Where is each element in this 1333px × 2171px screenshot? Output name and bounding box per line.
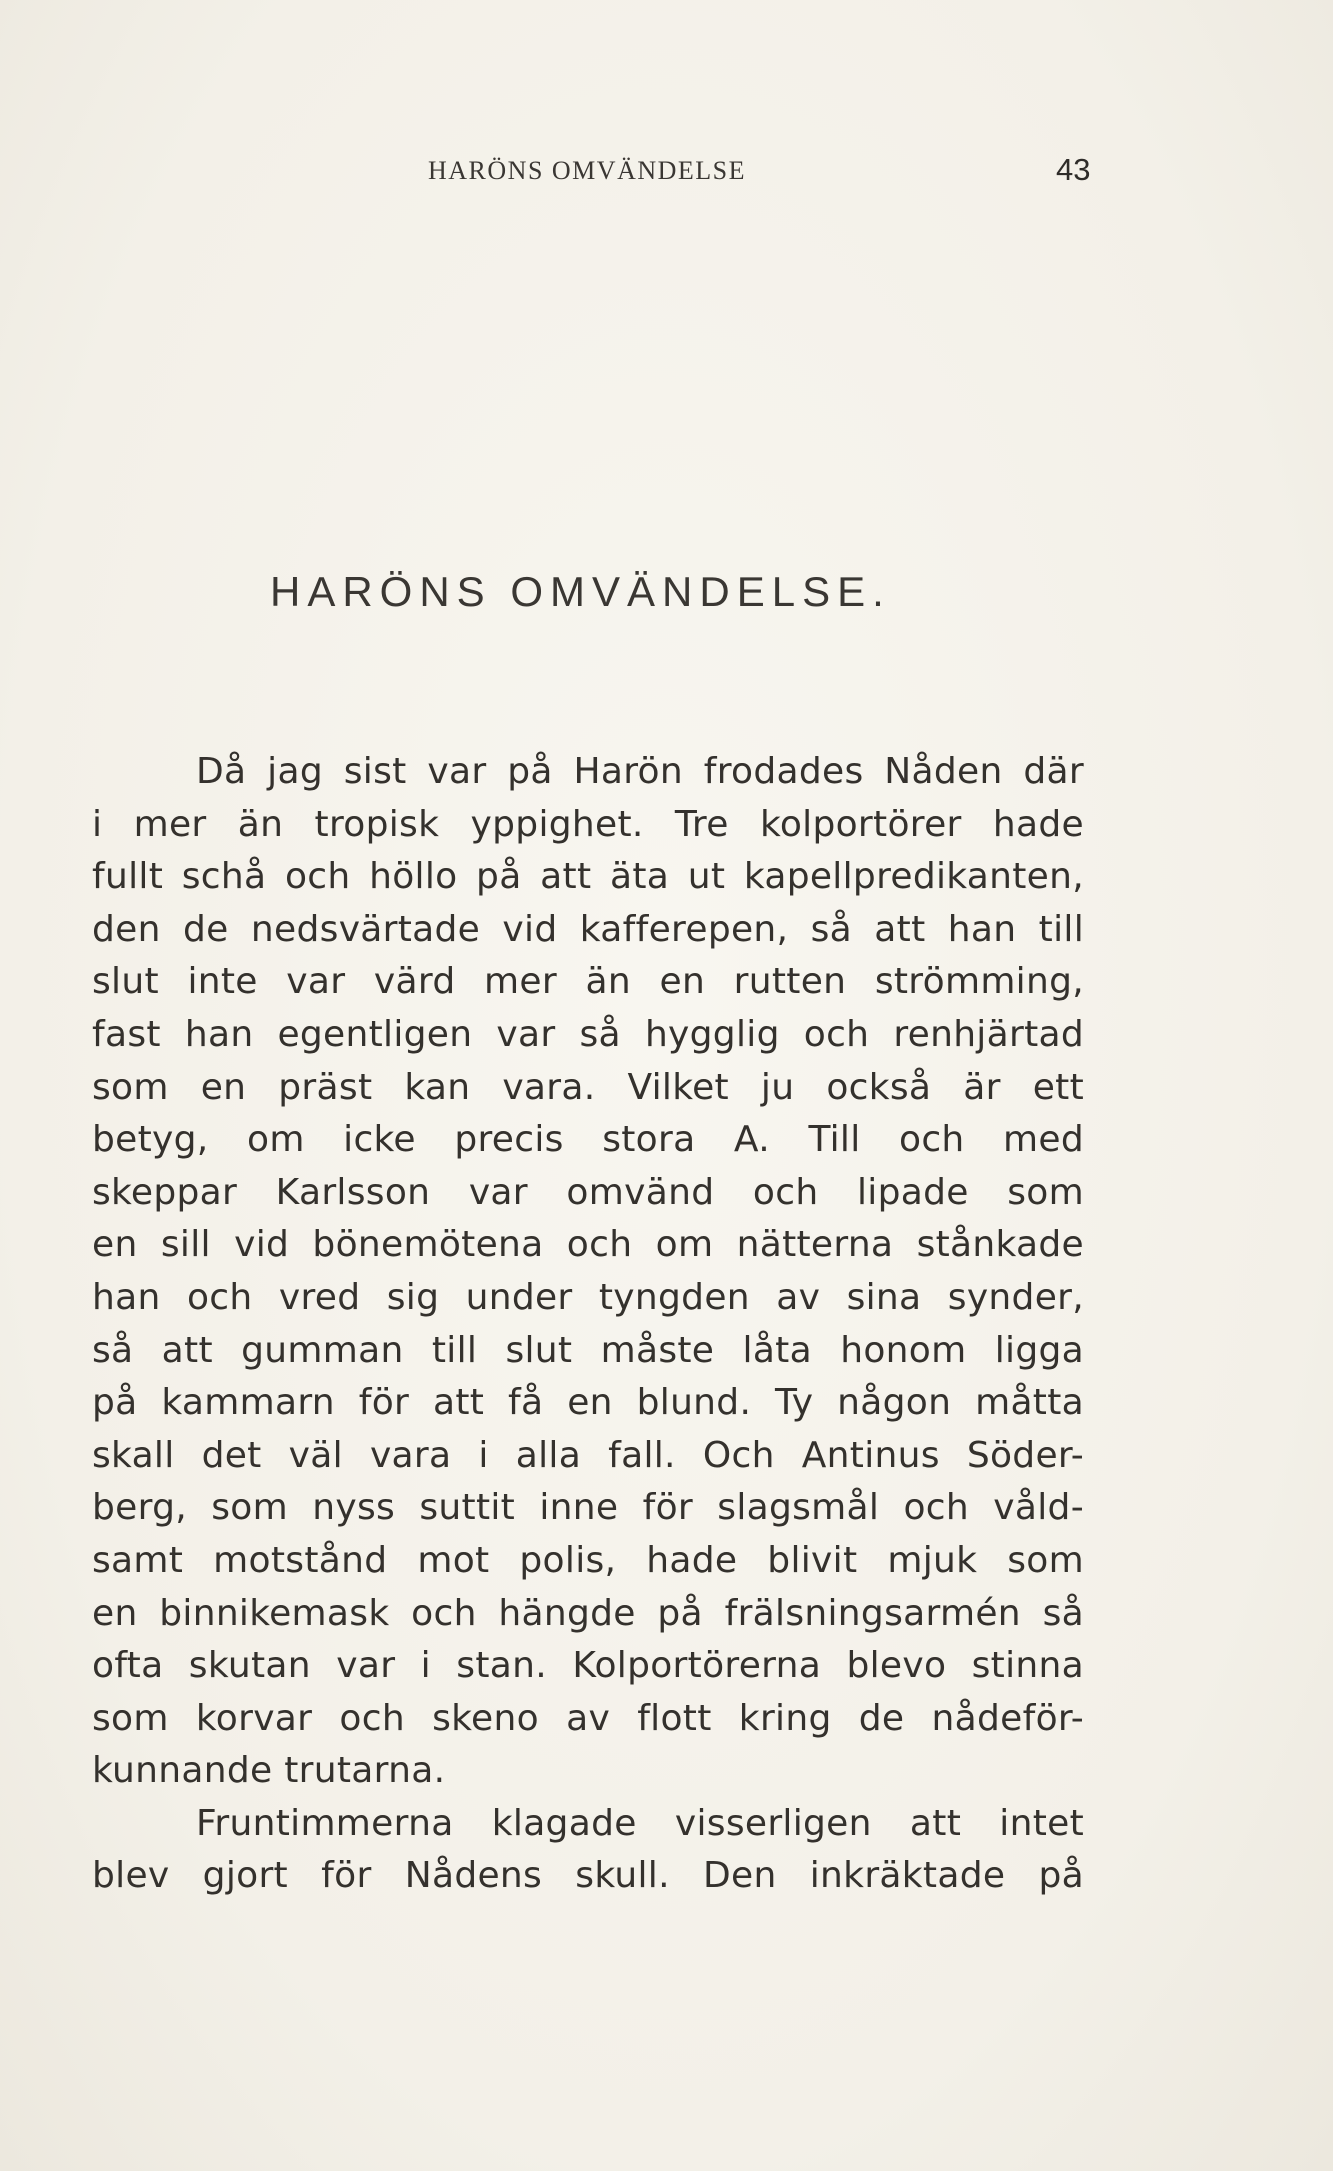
running-head — [0, 152, 1333, 196]
text-line: Då jag sist var på Harön frodades Nåden där — [196, 751, 1084, 792]
text-line: fast han egentligen var så hygglig och renhjärtad — [92, 1013, 1084, 1055]
text-line: den de nedsvärtade vid kafferepen, så att han till — [92, 908, 1084, 950]
text-line: en binnikemask och hängde på frälsningsarmén så — [92, 1592, 1084, 1634]
text-line: samt motstånd mot polis, hade blivit mjuk som — [92, 1539, 1084, 1581]
chapter-title: HARÖNS OMVÄNDELSE. — [270, 568, 891, 615]
text-line: slut inte var värd mer än en rutten strömming, — [92, 961, 1084, 1003]
text-line: skeppar Karlsson var omvänd och lipade som — [92, 1171, 1084, 1213]
text-line: kunnande trutarna. — [92, 1750, 446, 1792]
text-line: i mer än tropisk yppighet. Tre kolportörer hade — [92, 803, 1084, 845]
text-line: en sill vid bönemötena och om nätterna stånkade — [92, 1224, 1084, 1266]
text-line: betyg, om icke precis stora A. Till och med — [92, 1119, 1084, 1161]
running-title: HARÖNS OMVÄNDELSE — [428, 156, 747, 185]
text-line: han och vred sig under tyngden av sina synder, — [92, 1276, 1084, 1318]
text-line: som korvar och skeno av flott kring de nådeför- — [92, 1697, 1084, 1739]
text-line: så att gumman till slut måste låta honom ligga — [92, 1329, 1084, 1371]
body-text — [92, 746, 1084, 1903]
text-line: ofta skutan var i stan. Kolportörerna blevo stinna — [92, 1645, 1084, 1687]
text-line: fullt schå och höllo på att äta ut kapellpredikanten, — [92, 856, 1084, 898]
page-number: 43 — [1056, 152, 1091, 187]
text-line: berg, som nyss suttit inne för slagsmål och våld- — [92, 1487, 1084, 1529]
text-line: som en präst kan vara. Vilket ju också är ett — [92, 1066, 1084, 1108]
text-line: på kammarn för att få en blund. Ty någon måtta — [92, 1382, 1084, 1424]
text-line: Fruntimmerna klagade visserligen att intet — [196, 1802, 1084, 1844]
text-line: blev gjort för Nådens skull. Den inkräktade på — [92, 1855, 1084, 1897]
text-line: skall det väl vara i alla fall. Och Antinus Söder- — [92, 1434, 1084, 1476]
